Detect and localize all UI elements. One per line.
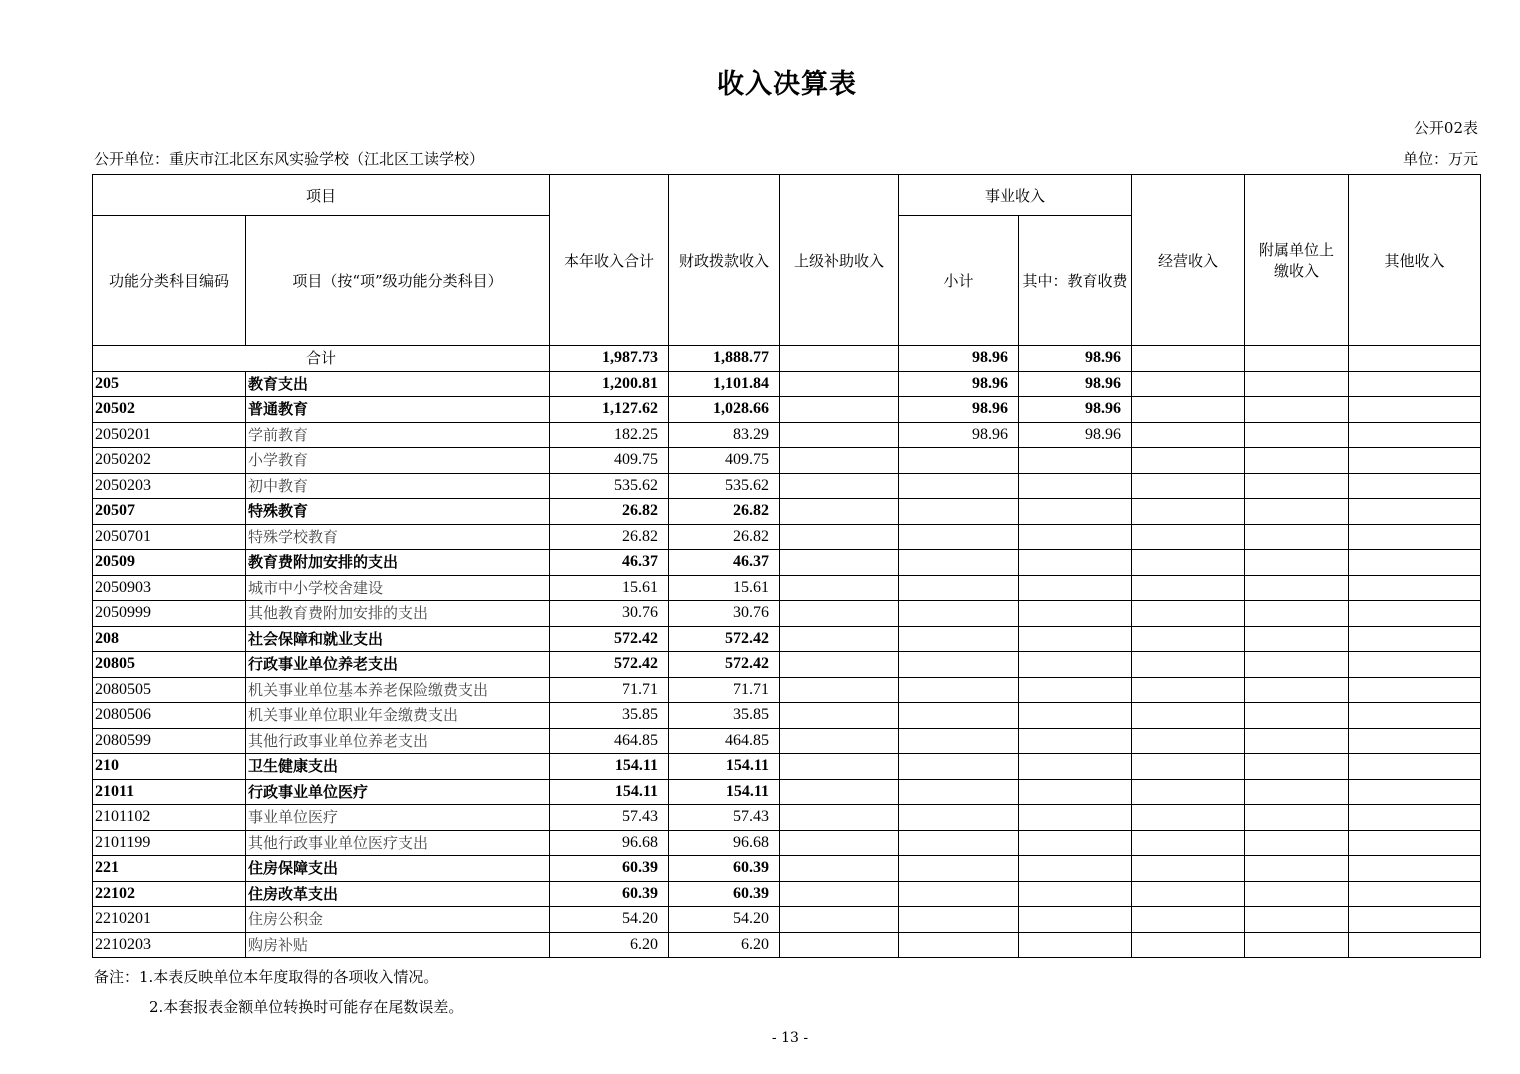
cell-superior xyxy=(780,652,899,678)
cell-name: 普通教育 xyxy=(246,397,550,423)
cell-superior xyxy=(780,830,899,856)
cell-other xyxy=(1349,652,1481,678)
total-label: 合计 xyxy=(93,346,550,372)
cell-total: 1,127.62 xyxy=(550,397,669,423)
cell-subtotal: 98.96 xyxy=(899,397,1019,423)
cell-fiscal: 464.85 xyxy=(669,728,780,754)
cell-fiscal: 96.68 xyxy=(669,830,780,856)
cell-fiscal: 30.76 xyxy=(669,601,780,627)
table-row xyxy=(93,499,1481,525)
cell-code: 2050202 xyxy=(93,448,246,474)
cell-total: 57.43 xyxy=(550,805,669,831)
cell-superior xyxy=(780,856,899,882)
cell-edu-fee: 98.96 xyxy=(1019,397,1132,423)
cell-superior xyxy=(780,779,899,805)
cell-fiscal: 83.29 xyxy=(669,422,780,448)
cell-code: 2050903 xyxy=(93,575,246,601)
cell-operating xyxy=(1132,881,1245,907)
cell-subtotal xyxy=(899,677,1019,703)
cell-name: 教育费附加安排的支出 xyxy=(246,550,550,576)
table-row xyxy=(93,575,1481,601)
cell-total: 54.20 xyxy=(550,907,669,933)
cell-operating xyxy=(1132,550,1245,576)
cell-affiliated xyxy=(1245,932,1349,958)
cell-subtotal xyxy=(899,805,1019,831)
table-row xyxy=(93,932,1481,958)
cell-edu-fee xyxy=(1019,575,1132,601)
cell-other xyxy=(1349,499,1481,525)
cell-edu-fee xyxy=(1019,703,1132,729)
total-total: 1,987.73 xyxy=(550,346,669,372)
cell-name: 社会保障和就业支出 xyxy=(246,626,550,652)
total-subtotal: 98.96 xyxy=(899,346,1019,372)
cell-other xyxy=(1349,473,1481,499)
cell-code: 2050999 xyxy=(93,601,246,627)
table-row xyxy=(93,473,1481,499)
cell-name: 购房补贴 xyxy=(246,932,550,958)
cell-affiliated xyxy=(1245,371,1349,397)
cell-code: 2050701 xyxy=(93,524,246,550)
cell-operating xyxy=(1132,448,1245,474)
table-row xyxy=(93,626,1481,652)
cell-other xyxy=(1349,371,1481,397)
currency-unit: 单位：万元 xyxy=(1402,150,1478,168)
cell-superior xyxy=(780,524,899,550)
cell-affiliated xyxy=(1245,524,1349,550)
cell-subtotal: 98.96 xyxy=(899,371,1019,397)
cell-total: 26.82 xyxy=(550,524,669,550)
cell-name: 特殊学校教育 xyxy=(246,524,550,550)
cell-total: 572.42 xyxy=(550,652,669,678)
cell-name: 住房改革支出 xyxy=(246,881,550,907)
table-row xyxy=(93,448,1481,474)
cell-operating xyxy=(1132,907,1245,933)
cell-fiscal: 15.61 xyxy=(669,575,780,601)
cell-name: 其他行政事业单位养老支出 xyxy=(246,728,550,754)
cell-name: 小学教育 xyxy=(246,448,550,474)
cell-operating xyxy=(1132,371,1245,397)
cell-subtotal xyxy=(899,907,1019,933)
cell-superior xyxy=(780,677,899,703)
cell-edu-fee: 98.96 xyxy=(1019,422,1132,448)
cell-superior xyxy=(780,805,899,831)
header-edu-fee: 其中：教育收费 xyxy=(1019,216,1132,346)
cell-subtotal xyxy=(899,652,1019,678)
cell-name: 卫生健康支出 xyxy=(246,754,550,780)
cell-name: 住房公积金 xyxy=(246,907,550,933)
cell-fiscal: 572.42 xyxy=(669,626,780,652)
cell-affiliated xyxy=(1245,728,1349,754)
cell-other xyxy=(1349,626,1481,652)
cell-edu-fee: 98.96 xyxy=(1019,371,1132,397)
cell-name: 初中教育 xyxy=(246,473,550,499)
cell-code: 205 xyxy=(93,371,246,397)
cell-code: 20502 xyxy=(93,397,246,423)
cell-edu-fee xyxy=(1019,626,1132,652)
cell-superior xyxy=(780,448,899,474)
header-fiscal: 财政拨款收入 xyxy=(669,175,780,346)
cell-superior xyxy=(780,626,899,652)
cell-name: 特殊教育 xyxy=(246,499,550,525)
cell-other xyxy=(1349,397,1481,423)
cell-fiscal: 154.11 xyxy=(669,779,780,805)
table-row xyxy=(93,805,1481,831)
cell-total: 35.85 xyxy=(550,703,669,729)
table-row xyxy=(93,703,1481,729)
cell-total: 6.20 xyxy=(550,932,669,958)
cell-total: 409.75 xyxy=(550,448,669,474)
table-row xyxy=(93,728,1481,754)
cell-subtotal xyxy=(899,499,1019,525)
cell-affiliated xyxy=(1245,907,1349,933)
cell-other xyxy=(1349,703,1481,729)
cell-operating xyxy=(1132,830,1245,856)
header-other: 其他收入 xyxy=(1349,175,1481,346)
cell-operating xyxy=(1132,779,1245,805)
cell-total: 30.76 xyxy=(550,601,669,627)
cell-total: 1,200.81 xyxy=(550,371,669,397)
cell-name: 机关事业单位基本养老保险缴费支出 xyxy=(246,677,550,703)
cell-operating xyxy=(1132,754,1245,780)
cell-operating xyxy=(1132,575,1245,601)
total-operating xyxy=(1132,346,1245,372)
header-operating: 经营收入 xyxy=(1132,175,1245,346)
cell-other xyxy=(1349,779,1481,805)
cell-edu-fee xyxy=(1019,448,1132,474)
cell-total: 154.11 xyxy=(550,779,669,805)
cell-edu-fee xyxy=(1019,856,1132,882)
cell-code: 2080599 xyxy=(93,728,246,754)
cell-name: 其他行政事业单位医疗支出 xyxy=(246,830,550,856)
cell-code: 20507 xyxy=(93,499,246,525)
income-table xyxy=(92,174,1481,958)
table-row xyxy=(93,754,1481,780)
cell-subtotal xyxy=(899,856,1019,882)
cell-superior xyxy=(780,575,899,601)
table-row xyxy=(93,422,1481,448)
cell-fiscal: 26.82 xyxy=(669,499,780,525)
table-row xyxy=(93,907,1481,933)
cell-affiliated xyxy=(1245,805,1349,831)
cell-code: 21011 xyxy=(93,779,246,805)
total-fiscal: 1,888.77 xyxy=(669,346,780,372)
cell-name: 学前教育 xyxy=(246,422,550,448)
table-row xyxy=(93,397,1481,423)
cell-other xyxy=(1349,881,1481,907)
cell-operating xyxy=(1132,856,1245,882)
note-1: 备注：1.本表反映单位本年度取得的各项收入情况。 xyxy=(94,968,439,986)
cell-fiscal: 35.85 xyxy=(669,703,780,729)
cell-total: 154.11 xyxy=(550,754,669,780)
cell-code: 2050201 xyxy=(93,422,246,448)
cell-edu-fee xyxy=(1019,805,1132,831)
cell-operating xyxy=(1132,703,1245,729)
cell-edu-fee xyxy=(1019,830,1132,856)
cell-other xyxy=(1349,932,1481,958)
table-row xyxy=(93,677,1481,703)
cell-fiscal: 46.37 xyxy=(669,550,780,576)
cell-subtotal xyxy=(899,575,1019,601)
cell-name: 行政事业单位医疗 xyxy=(246,779,550,805)
cell-operating xyxy=(1132,524,1245,550)
cell-edu-fee xyxy=(1019,499,1132,525)
cell-code: 2080505 xyxy=(93,677,246,703)
cell-fiscal: 409.75 xyxy=(669,448,780,474)
cell-other xyxy=(1349,805,1481,831)
cell-affiliated xyxy=(1245,703,1349,729)
table-row xyxy=(93,652,1481,678)
cell-total: 26.82 xyxy=(550,499,669,525)
table-row xyxy=(93,524,1481,550)
cell-subtotal xyxy=(899,626,1019,652)
cell-total: 60.39 xyxy=(550,856,669,882)
cell-other xyxy=(1349,550,1481,576)
cell-code: 2101199 xyxy=(93,830,246,856)
header-superior: 上级补助收入 xyxy=(780,175,899,346)
cell-edu-fee xyxy=(1019,754,1132,780)
header-total: 本年收入合计 xyxy=(550,175,669,346)
cell-superior xyxy=(780,754,899,780)
cell-fiscal: 26.82 xyxy=(669,524,780,550)
cell-subtotal xyxy=(899,754,1019,780)
page-title: 收入决算表 xyxy=(717,69,857,100)
cell-affiliated xyxy=(1245,754,1349,780)
page-number: - 13 - xyxy=(771,1030,809,1046)
cell-subtotal: 98.96 xyxy=(899,422,1019,448)
cell-affiliated xyxy=(1245,550,1349,576)
cell-other xyxy=(1349,856,1481,882)
reporting-unit: 公开单位：重庆市江北区东风实验学校（江北区工读学校） xyxy=(94,150,485,168)
cell-superior xyxy=(780,499,899,525)
cell-fiscal: 154.11 xyxy=(669,754,780,780)
cell-total: 46.37 xyxy=(550,550,669,576)
cell-edu-fee xyxy=(1019,652,1132,678)
cell-edu-fee xyxy=(1019,907,1132,933)
cell-fiscal: 54.20 xyxy=(669,907,780,933)
form-number: 公开02表 xyxy=(1413,119,1478,137)
cell-code: 221 xyxy=(93,856,246,882)
cell-fiscal: 6.20 xyxy=(669,932,780,958)
cell-fiscal: 1,101.84 xyxy=(669,371,780,397)
cell-code: 2210203 xyxy=(93,932,246,958)
header-name: 项目（按“项”级功能分类科目） xyxy=(246,216,550,346)
cell-other xyxy=(1349,524,1481,550)
cell-fiscal: 71.71 xyxy=(669,677,780,703)
cell-affiliated xyxy=(1245,499,1349,525)
cell-superior xyxy=(780,550,899,576)
cell-edu-fee xyxy=(1019,779,1132,805)
cell-superior xyxy=(780,473,899,499)
cell-fiscal: 572.42 xyxy=(669,652,780,678)
cell-operating xyxy=(1132,652,1245,678)
cell-fiscal: 535.62 xyxy=(669,473,780,499)
cell-edu-fee xyxy=(1019,473,1132,499)
cell-subtotal xyxy=(899,830,1019,856)
cell-affiliated xyxy=(1245,677,1349,703)
cell-code: 2210201 xyxy=(93,907,246,933)
cell-operating xyxy=(1132,932,1245,958)
header-code: 功能分类科目编码 xyxy=(93,216,246,346)
cell-name: 事业单位医疗 xyxy=(246,805,550,831)
cell-other xyxy=(1349,907,1481,933)
total-row xyxy=(93,346,1481,372)
cell-operating xyxy=(1132,397,1245,423)
cell-subtotal xyxy=(899,448,1019,474)
table-row xyxy=(93,881,1481,907)
cell-operating xyxy=(1132,422,1245,448)
cell-affiliated xyxy=(1245,652,1349,678)
cell-subtotal xyxy=(899,524,1019,550)
cell-edu-fee xyxy=(1019,550,1132,576)
cell-superior xyxy=(780,703,899,729)
cell-edu-fee xyxy=(1019,881,1132,907)
cell-subtotal xyxy=(899,728,1019,754)
cell-other xyxy=(1349,422,1481,448)
cell-edu-fee xyxy=(1019,728,1132,754)
cell-operating xyxy=(1132,805,1245,831)
cell-other xyxy=(1349,448,1481,474)
cell-subtotal xyxy=(899,932,1019,958)
cell-other xyxy=(1349,830,1481,856)
header-business: 事业收入 xyxy=(899,175,1132,216)
header-subtotal: 小计 xyxy=(899,216,1019,346)
cell-superior xyxy=(780,728,899,754)
cell-code: 2050203 xyxy=(93,473,246,499)
table-row xyxy=(93,830,1481,856)
cell-total: 535.62 xyxy=(550,473,669,499)
cell-operating xyxy=(1132,677,1245,703)
cell-subtotal xyxy=(899,601,1019,627)
cell-other xyxy=(1349,728,1481,754)
total-affiliated xyxy=(1245,346,1349,372)
cell-affiliated xyxy=(1245,575,1349,601)
cell-edu-fee xyxy=(1019,601,1132,627)
table-row xyxy=(93,856,1481,882)
cell-edu-fee xyxy=(1019,524,1132,550)
cell-other xyxy=(1349,754,1481,780)
cell-superior xyxy=(780,932,899,958)
cell-operating xyxy=(1132,728,1245,754)
cell-subtotal xyxy=(899,881,1019,907)
cell-other xyxy=(1349,677,1481,703)
notes xyxy=(94,962,463,1022)
cell-operating xyxy=(1132,473,1245,499)
cell-affiliated xyxy=(1245,422,1349,448)
cell-fiscal: 60.39 xyxy=(669,881,780,907)
table-row xyxy=(93,550,1481,576)
cell-subtotal xyxy=(899,473,1019,499)
cell-code: 208 xyxy=(93,626,246,652)
cell-total: 182.25 xyxy=(550,422,669,448)
cell-subtotal xyxy=(899,550,1019,576)
cell-fiscal: 60.39 xyxy=(669,856,780,882)
cell-code: 20805 xyxy=(93,652,246,678)
cell-edu-fee xyxy=(1019,932,1132,958)
cell-affiliated xyxy=(1245,856,1349,882)
cell-name: 机关事业单位职业年金缴费支出 xyxy=(246,703,550,729)
cell-name: 城市中小学校舍建设 xyxy=(246,575,550,601)
cell-fiscal: 57.43 xyxy=(669,805,780,831)
cell-other xyxy=(1349,575,1481,601)
table-row xyxy=(93,601,1481,627)
cell-operating xyxy=(1132,499,1245,525)
cell-name: 行政事业单位养老支出 xyxy=(246,652,550,678)
cell-code: 20509 xyxy=(93,550,246,576)
cell-operating xyxy=(1132,626,1245,652)
cell-superior xyxy=(780,601,899,627)
cell-affiliated xyxy=(1245,881,1349,907)
cell-subtotal xyxy=(899,779,1019,805)
note-2: 2.本套报表金额单位转换时可能存在尾数误差。 xyxy=(149,998,464,1016)
cell-code: 2101102 xyxy=(93,805,246,831)
cell-superior xyxy=(780,907,899,933)
cell-affiliated xyxy=(1245,397,1349,423)
cell-superior xyxy=(780,397,899,423)
cell-affiliated xyxy=(1245,830,1349,856)
cell-affiliated xyxy=(1245,473,1349,499)
cell-affiliated xyxy=(1245,448,1349,474)
cell-total: 60.39 xyxy=(550,881,669,907)
cell-operating xyxy=(1132,601,1245,627)
cell-total: 15.61 xyxy=(550,575,669,601)
cell-other xyxy=(1349,601,1481,627)
total-other xyxy=(1349,346,1481,372)
total-superior xyxy=(780,346,899,372)
cell-name: 其他教育费附加安排的支出 xyxy=(246,601,550,627)
cell-total: 464.85 xyxy=(550,728,669,754)
cell-superior xyxy=(780,881,899,907)
cell-code: 210 xyxy=(93,754,246,780)
cell-subtotal xyxy=(899,703,1019,729)
cell-name: 住房保障支出 xyxy=(246,856,550,882)
header-affiliated: 附属单位上缴收入 xyxy=(1245,175,1349,346)
cell-affiliated xyxy=(1245,601,1349,627)
cell-code: 22102 xyxy=(93,881,246,907)
total-edu-fee: 98.96 xyxy=(1019,346,1132,372)
cell-affiliated xyxy=(1245,626,1349,652)
cell-fiscal: 1,028.66 xyxy=(669,397,780,423)
cell-total: 96.68 xyxy=(550,830,669,856)
table-row xyxy=(93,779,1481,805)
cell-code: 2080506 xyxy=(93,703,246,729)
cell-superior xyxy=(780,422,899,448)
cell-total: 71.71 xyxy=(550,677,669,703)
cell-edu-fee xyxy=(1019,677,1132,703)
cell-affiliated xyxy=(1245,779,1349,805)
table-row xyxy=(93,371,1481,397)
cell-name: 教育支出 xyxy=(246,371,550,397)
cell-total: 572.42 xyxy=(550,626,669,652)
cell-superior xyxy=(780,371,899,397)
header-item: 项目 xyxy=(93,175,550,216)
